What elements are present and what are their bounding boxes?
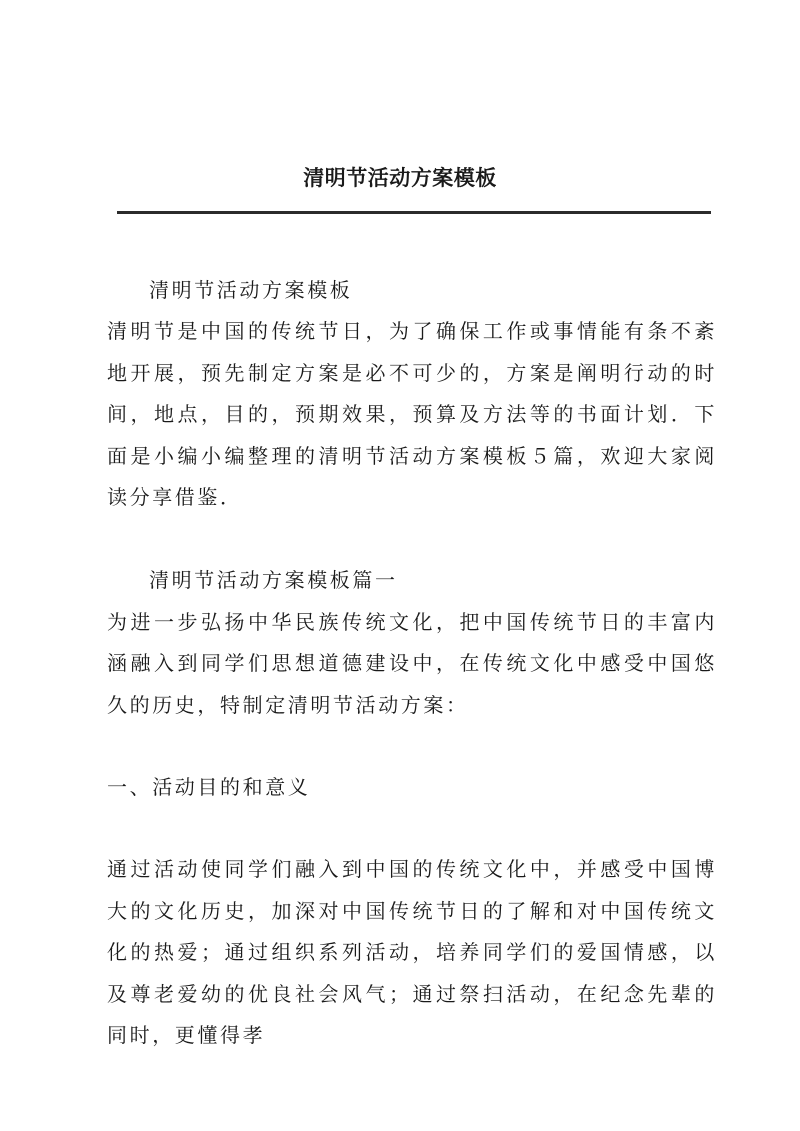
section-paragraph-purpose: 通过活动使同学们融入到中国的传统文化中，并感受中国博大的文化历史，加深对中国传统节日的了解和对中国传统文化的热爱；通过组织系列活动，培养同学们的爱国情感，以及尊老爱幼的优良社会风气；通过祭扫活动，在纪念先辈的同时，更懂得孝 — [107, 857, 717, 1048]
part-one-heading: 清明节活动方案模板篇一 — [149, 568, 398, 593]
document-title: 清明节活动方案模板 — [303, 165, 497, 190]
paragraph-spacer — [107, 518, 717, 560]
paragraph-spacer — [107, 808, 717, 849]
paragraph-spacer — [107, 726, 717, 767]
section-heading-purpose: 一、活动目的和意义 — [107, 775, 311, 800]
document-body — [107, 270, 717, 1057]
title-divider — [117, 211, 711, 214]
part-one-paragraph: 为进一步弘扬中华民族传统文化，把中国传统节日的丰富内涵融入到同学们思想道德建设中，在传统文化中感受中国悠久的历史，特制定清明节活动方案： — [107, 609, 717, 717]
intro-paragraph: 清明节是中国的传统节日，为了确保工作或事情能有条不紊地开展，预先制定方案是必不可少的，方案是阐明行动的时间，地点，目的，预期效果，预算及方法等的书面计划．下面是小编小编整理的清明节活动方案模板５篇，欢迎大家阅读分享借鉴． — [107, 319, 717, 510]
intro-heading: 清明节活动方案模板 — [149, 278, 353, 302]
